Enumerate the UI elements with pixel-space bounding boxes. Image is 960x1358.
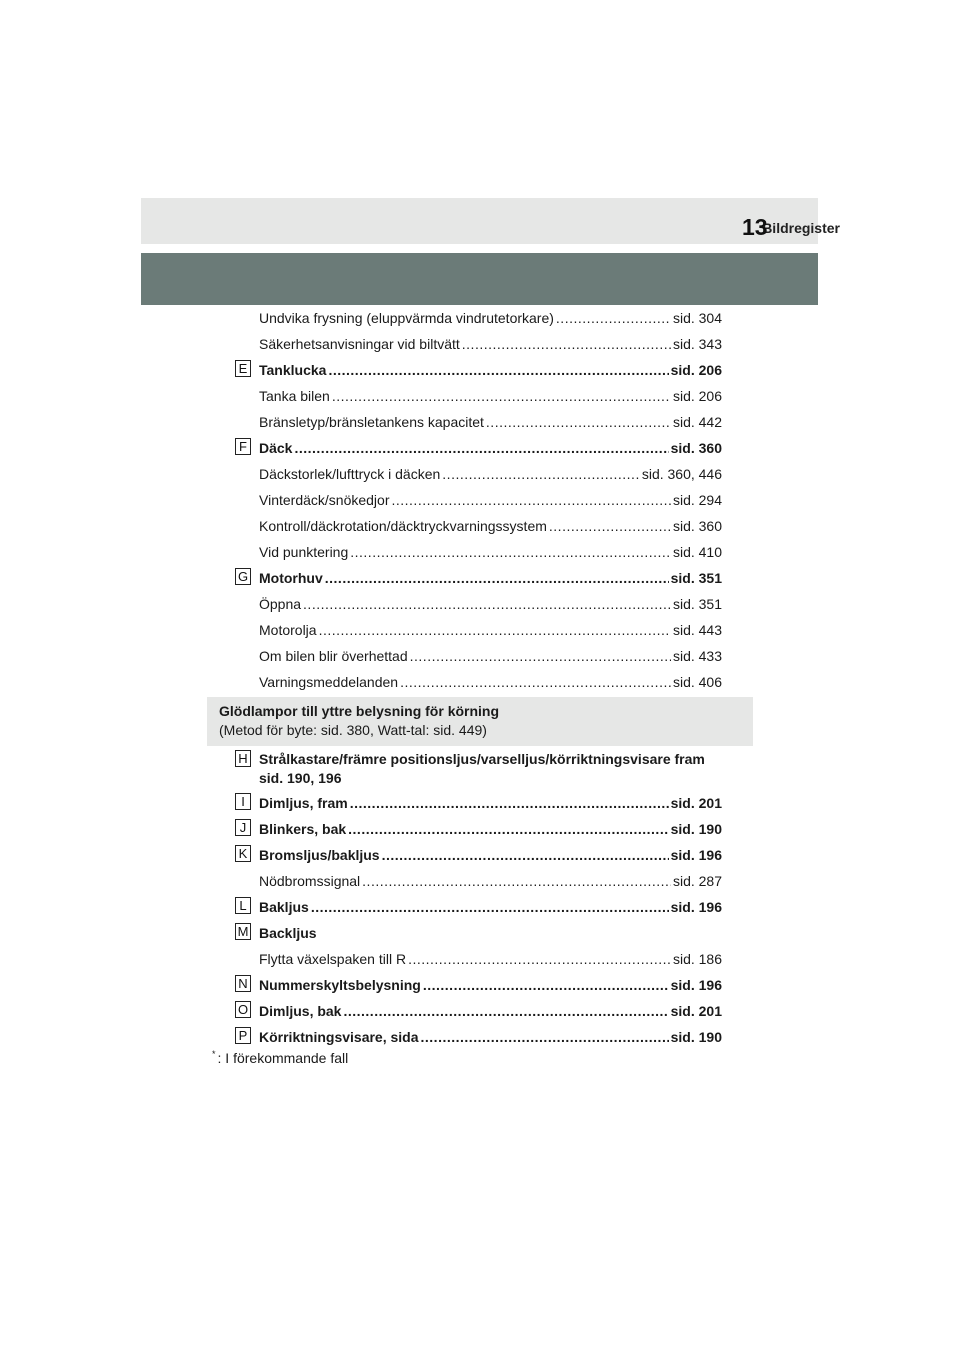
entry-label: Däck bbox=[259, 440, 293, 456]
entry-page-ref: sid. 360, 446 bbox=[641, 466, 722, 482]
marker-f: F bbox=[235, 438, 251, 455]
header-band bbox=[141, 253, 818, 305]
index-entry bbox=[259, 336, 722, 353]
dot-leader bbox=[410, 648, 671, 665]
marker-i: I bbox=[235, 793, 251, 810]
entry-page-ref: sid. 360 bbox=[670, 440, 722, 456]
index-entry bbox=[259, 674, 722, 691]
info-box-subtitle: (Metod för byte: sid. 380, Watt-tal: sid. 449) bbox=[219, 722, 487, 738]
marker-o: O bbox=[235, 1001, 251, 1018]
index-entry bbox=[259, 570, 722, 587]
entry-page-ref: sid. 196 bbox=[670, 899, 722, 915]
index-entry bbox=[259, 847, 722, 864]
entry-headlights-line2: sid. 190, 196 bbox=[259, 770, 342, 786]
header-bar bbox=[141, 198, 818, 244]
marker-h: H bbox=[235, 750, 251, 767]
index-entry bbox=[259, 466, 722, 483]
index-entry bbox=[259, 414, 722, 431]
entry-label: Säkerhetsanvisningar vid biltvätt bbox=[259, 336, 460, 352]
entry-headlights bbox=[259, 750, 729, 788]
entry-page-ref: sid. 443 bbox=[672, 622, 722, 638]
index-entry bbox=[259, 925, 722, 942]
entry-page-ref: sid. 351 bbox=[672, 596, 722, 612]
dot-leader bbox=[408, 951, 671, 968]
entry-label: Nummerskyltsbelysning bbox=[259, 977, 421, 993]
entry-label: Dimljus, fram bbox=[259, 795, 348, 811]
index-entry bbox=[259, 1029, 722, 1046]
dot-leader bbox=[294, 440, 668, 457]
entry-label: Backljus bbox=[259, 925, 317, 941]
entry-headlights-line1: Strålkastare/främre positionsljus/varselljus/körriktningsvisare fram bbox=[259, 751, 705, 767]
index-entry bbox=[259, 492, 722, 509]
entry-page-ref: sid. 206 bbox=[672, 388, 722, 404]
index-entry bbox=[259, 648, 722, 665]
dot-leader bbox=[549, 518, 671, 535]
index-entry bbox=[259, 899, 722, 916]
dot-leader bbox=[556, 310, 671, 327]
entry-label: Motorolja bbox=[259, 622, 317, 638]
entry-page-ref: sid. 343 bbox=[672, 336, 722, 352]
entry-page-ref: sid. 442 bbox=[672, 414, 722, 430]
index-entry bbox=[259, 951, 722, 968]
index-entry bbox=[259, 795, 722, 812]
dot-leader bbox=[303, 596, 671, 613]
entry-page-ref: sid. 201 bbox=[670, 795, 722, 811]
entry-page-ref: sid. 406 bbox=[672, 674, 722, 690]
entry-label: Däckstorlek/lufttryck i däcken bbox=[259, 466, 441, 482]
marker-e: E bbox=[235, 360, 251, 377]
entry-label: Nödbromssignal bbox=[259, 873, 361, 889]
index-entry bbox=[259, 440, 722, 457]
index-entry bbox=[259, 388, 722, 405]
entry-page-ref: sid. 190 bbox=[670, 821, 722, 837]
entry-label: Bränsletyp/bränsletankens kapacitet bbox=[259, 414, 484, 430]
dot-leader bbox=[442, 466, 640, 483]
entry-label: Kontroll/däckrotation/däcktryckvarningssystem bbox=[259, 518, 547, 534]
dot-leader bbox=[325, 570, 669, 587]
entry-page-ref: sid. 206 bbox=[670, 362, 722, 378]
entry-label: Vinterdäck/snökedjor bbox=[259, 492, 390, 508]
dot-leader bbox=[328, 362, 668, 379]
dot-leader bbox=[486, 414, 671, 431]
entry-label: Undvika frysning (eluppvärmda vindrutetorkare) bbox=[259, 310, 554, 326]
entry-page-ref: sid. 360 bbox=[672, 518, 722, 534]
entry-page-ref: sid. 196 bbox=[670, 977, 722, 993]
index-entry bbox=[259, 1003, 722, 1020]
entry-page-ref: sid. 287 bbox=[672, 873, 722, 889]
entry-page-ref: sid. 196 bbox=[670, 847, 722, 863]
entry-page-ref: sid. 201 bbox=[670, 1003, 722, 1019]
dot-leader bbox=[350, 544, 671, 561]
entry-page-ref: sid. 294 bbox=[672, 492, 722, 508]
dot-leader bbox=[319, 622, 671, 639]
entry-page-ref: sid. 186 bbox=[672, 951, 722, 967]
section-title: Bildregister bbox=[762, 220, 840, 236]
index-entry bbox=[259, 310, 722, 327]
index-entry bbox=[259, 622, 722, 639]
dot-leader bbox=[391, 492, 670, 509]
entry-label: Vid punktering bbox=[259, 544, 349, 560]
page-number: 13 bbox=[742, 214, 768, 240]
index-entry bbox=[259, 362, 722, 379]
entry-label: Varningsmeddelanden bbox=[259, 674, 399, 690]
footnote-text: : I förekommande fall bbox=[217, 1050, 349, 1066]
dot-leader bbox=[400, 674, 671, 691]
marker-n: N bbox=[235, 975, 251, 992]
dot-leader bbox=[423, 977, 669, 994]
entry-page-ref: sid. 433 bbox=[672, 648, 722, 664]
entry-label: Tanklucka bbox=[259, 362, 327, 378]
dot-leader bbox=[343, 1003, 668, 1020]
entry-page-ref: sid. 410 bbox=[672, 544, 722, 560]
index-entry bbox=[259, 977, 722, 994]
footnote bbox=[212, 1049, 348, 1066]
index-entry bbox=[259, 596, 722, 613]
dot-leader bbox=[421, 1029, 669, 1046]
entry-label: Tanka bilen bbox=[259, 388, 330, 404]
dot-leader bbox=[348, 821, 668, 838]
entry-label: Motorhuv bbox=[259, 570, 323, 586]
index-entry bbox=[259, 821, 722, 838]
dot-leader bbox=[350, 795, 669, 812]
entry-page-ref: sid. 190 bbox=[670, 1029, 722, 1045]
entry-label: Bromsljus/bakljus bbox=[259, 847, 380, 863]
marker-m: M bbox=[235, 923, 251, 940]
dot-leader bbox=[362, 873, 671, 890]
marker-k: K bbox=[235, 845, 251, 862]
marker-j: J bbox=[235, 819, 251, 836]
index-entry bbox=[259, 518, 722, 535]
dot-leader bbox=[332, 388, 671, 405]
marker-g: G bbox=[235, 568, 251, 585]
index-entry bbox=[259, 873, 722, 890]
entry-label: Om bilen blir överhettad bbox=[259, 648, 408, 664]
dot-leader bbox=[382, 847, 669, 864]
dot-leader bbox=[311, 899, 669, 916]
entry-label: Dimljus, bak bbox=[259, 1003, 342, 1019]
index-entry bbox=[259, 544, 722, 561]
marker-p: P bbox=[235, 1027, 251, 1044]
info-box-title: Glödlampor till yttre belysning för körning bbox=[219, 703, 500, 719]
entry-label: Blinkers, bak bbox=[259, 821, 347, 837]
entry-label: Körriktningsvisare, sida bbox=[259, 1029, 419, 1045]
entry-label: Öppna bbox=[259, 596, 302, 612]
footnote-mark: * bbox=[212, 1049, 216, 1059]
entry-page-ref: sid. 351 bbox=[670, 570, 722, 586]
entry-label: Bakljus bbox=[259, 899, 309, 915]
entry-page-ref: sid. 304 bbox=[672, 310, 722, 326]
marker-l: L bbox=[235, 897, 251, 914]
dot-leader bbox=[462, 336, 671, 353]
entry-label: Flytta växelspaken till R bbox=[259, 951, 407, 967]
